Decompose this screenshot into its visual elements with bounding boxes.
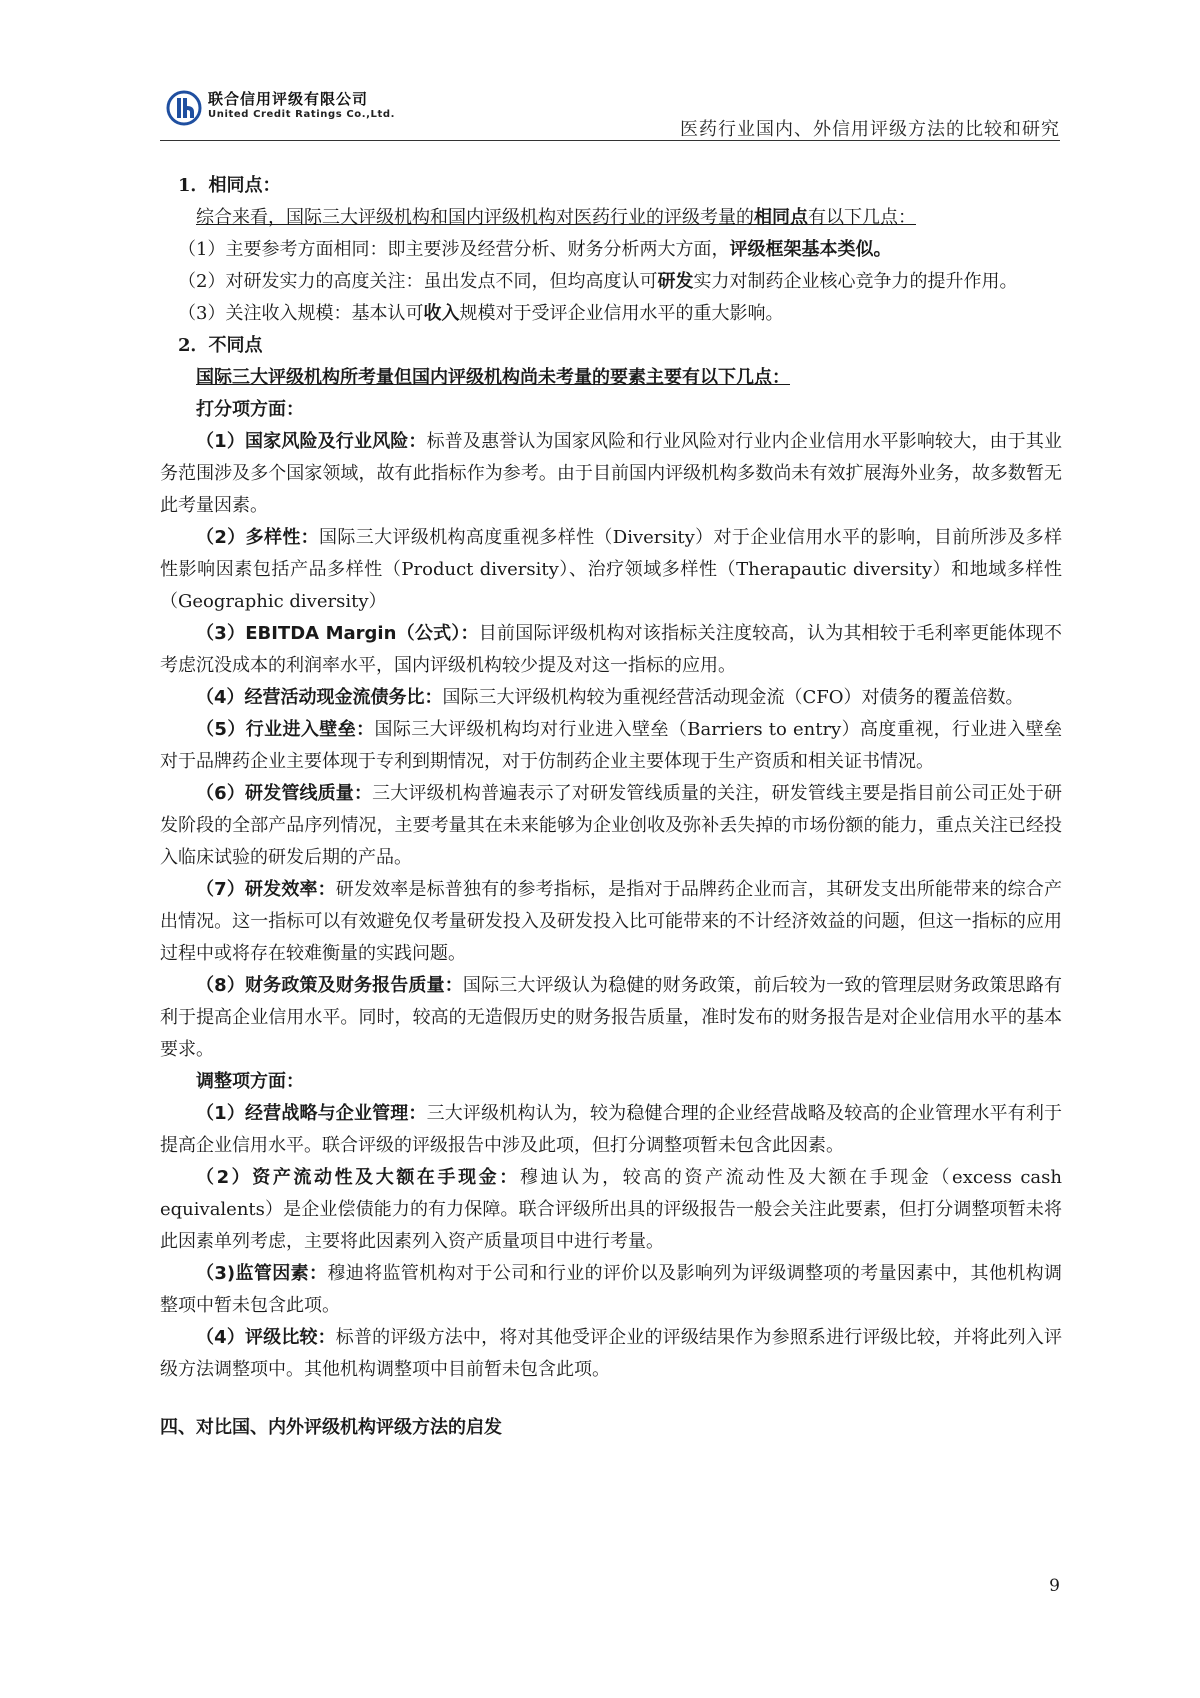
scoring-item [160, 778, 1062, 874]
adjust-item [160, 1258, 1062, 1322]
item-text: 国际三大评级机构均对行业进入壁垒（Barriers to entry）高度重视，行业进入壁垒对于品牌药企业主要体现于专利到期情况，对于仿制药企业主要体现于生产资质和相关证书情况。 [160, 719, 1062, 772]
item-text: 穆迪认为，较高的资产流动性及大额在手现金（excess cash equivalents）是企业偿债能力的有力保障。联合评级所出具的评级报告一般会关注此要素，但打分调整项暂未将此因素单列考虑，主要将此因素列入资产质量项目中进行考量。 [160, 1167, 1062, 1252]
company-name-cn: 联合信用评级有限公司 [208, 90, 369, 108]
point-text-end: 规模对于受评企业信用水平的重大影响。 [459, 303, 784, 324]
same-point-3 [160, 298, 1062, 330]
scoring-item [160, 618, 1062, 682]
page-header [160, 82, 1060, 142]
point-emphasis: 评级框架基本类似。 [729, 239, 892, 260]
item-text: 国际三大评级机构较为重视经营活动现金流（CFO）对债务的覆盖倍数。 [442, 687, 1024, 708]
item-label: （2）资产流动性及大额在手现金： [196, 1167, 520, 1188]
scoring-item [160, 426, 1062, 522]
diff-points-heading: 2．不同点 [178, 335, 263, 356]
document-title: 医药行业国内、外信用评级方法的比较和研究 [680, 119, 1060, 140]
item-text: 国际三大评级机构高度重视多样性（Diversity）对于企业信用水平的影响，目前所涉及多样性影响因素包括产品多样性（Product diversity）、治疗领域多样性（Therapautic diversity）和地域多样性（Geographic diversity） [160, 527, 1062, 612]
item-label: （1）国家风险及行业风险： [196, 431, 427, 452]
point-text-end: 实力对制药企业核心竞争力的提升作用。 [693, 271, 1018, 292]
intro-text-end: 有以下几点： [808, 207, 916, 228]
same-point-1 [160, 234, 1062, 266]
item-label: （4）经营活动现金流债务比： [196, 687, 443, 708]
point-text: （2）对研发实力的高度关注：虽出发点不同，但均高度认可 [178, 271, 658, 292]
item-label: （2）多样性： [196, 527, 320, 548]
item-label: （4）评级比较： [196, 1327, 336, 1348]
item-text: 标普的评级方法中，将对其他受评企业的评级结果作为参照系进行评级比较，并将此列入评级方法调整项中。其他机构调整项中目前暂未包含此项。 [160, 1327, 1062, 1380]
point-emphasis: 研发 [657, 271, 694, 292]
point-text: （3）关注收入规模：基本认可 [178, 303, 424, 324]
section-4-heading: 四、对比国、内外评级机构评级方法的启发 [160, 1417, 502, 1438]
diff-points-intro: 国际三大评级机构所考量但国内评级机构尚未考量的要素主要有以下几点： [196, 367, 790, 388]
scoring-item [160, 970, 1062, 1066]
scoring-item [160, 714, 1062, 778]
scoring-heading: 打分项方面： [196, 399, 304, 420]
adjust-heading: 调整项方面： [196, 1071, 304, 1092]
intro-emphasis: 相同点 [754, 207, 808, 228]
item-label: （8）财务政策及财务报告质量： [196, 975, 463, 996]
scoring-item [160, 874, 1062, 970]
adjust-item [160, 1098, 1062, 1162]
scoring-item [160, 522, 1062, 618]
item-text: 国际三大评级认为稳健的财务政策，前后较为一致的管理层财务政策思路有利于提高企业信用水平。同时，较高的无造假历史的财务报告质量，准时发布的财务报告是对企业信用水平的基本要求。 [160, 975, 1063, 1060]
item-label: （3)监管因素： [196, 1263, 328, 1284]
item-text: 研发效率是标普独有的参考指标，是指对于品牌药企业而言，其研发支出所能带来的综合产出情况。这一指标可以有效避免仅考量研发投入及研发投入比可能带来的不计经济效益的问题，但这一指标的应用过程中或将存在较难衡量的实践问题。 [160, 879, 1062, 964]
same-points-intro [160, 202, 1062, 234]
adjust-item [160, 1322, 1062, 1386]
item-text: 目前国际评级机构对该指标关注度较高，认为其相较于毛利率更能体现不考虑沉没成本的利润率水平，国内评级机构较少提及对这一指标的应用。 [160, 623, 1062, 676]
page-number: 9 [1049, 1576, 1060, 1596]
point-text: （1）主要参考方面相同：即主要涉及经营分析、财务分析两大方面， [178, 239, 730, 260]
same-point-2 [160, 266, 1062, 298]
item-text: 三大评级机构普遍表示了对研发管线质量的关注，研发管线主要是指目前公司正处于研发阶段的全部产品序列情况，主要考量其在未来能够为企业创收及弥补丢失掉的市场份额的能力，重点关注已经投入临床试验的研发后期的产品。 [160, 783, 1063, 868]
item-label: （5）行业进入壁垒： [196, 719, 375, 740]
same-points-heading: 1．相同点： [178, 175, 281, 196]
adjust-item [160, 1162, 1062, 1258]
document-body [160, 170, 1062, 1444]
company-name-en: United Credit Ratings Co.,Ltd. [208, 109, 396, 120]
item-text: 穆迪将监管机构对于公司和行业的评价以及影响列为评级调整项的考量因素中，其他机构调整项中暂未包含此项。 [160, 1263, 1062, 1316]
intro-text: 综合来看，国际三大评级机构和国内评级机构对医药行业的评级考量的 [196, 207, 754, 228]
item-label: （7）研发效率： [196, 879, 336, 900]
item-text: 标普及惠誉认为国家风险和行业风险对行业内企业信用水平影响较大，由于其业务范围涉及多个国家领域，故有此指标作为参考。由于目前国内评级机构多数尚未有效扩展海外业务，故多数暂无此考量因素。 [160, 431, 1062, 516]
item-label: （1）经营战略与企业管理： [196, 1103, 427, 1124]
item-text: 三大评级机构认为，较为稳健合理的企业经营战略及较高的企业管理水平有利于提高企业信用水平。联合评级的评级报告中涉及此项，但打分调整项暂未包含此因素。 [160, 1103, 1062, 1156]
header-divider [160, 140, 1060, 141]
scoring-item [160, 682, 1062, 714]
point-emphasis: 收入 [423, 303, 460, 324]
company-logo-icon [166, 90, 202, 126]
item-label: （3）EBITDA Margin（公式）： [196, 623, 479, 644]
item-label: （6）研发管线质量： [196, 783, 373, 804]
